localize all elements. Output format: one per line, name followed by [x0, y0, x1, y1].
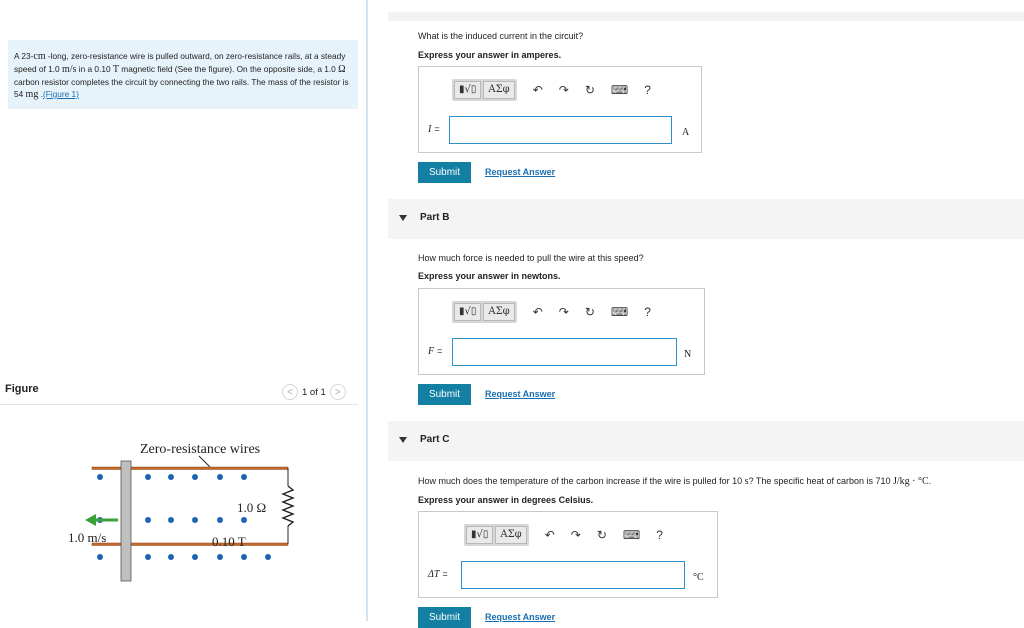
part-a-header-strip: [388, 12, 1024, 21]
part-c-submit-button[interactable]: Submit: [418, 607, 471, 628]
part-a-submit-button[interactable]: Submit: [418, 162, 471, 183]
toolbar-button-group: [452, 301, 517, 323]
reset-icon[interactable]: ↻: [584, 82, 595, 97]
part-b-question: How much force is needed to pull the wire at this speed?: [418, 253, 644, 263]
field-dot: [241, 517, 247, 523]
question-unit: J/kg · °C: [893, 476, 929, 487]
toolbar-button-group: [464, 524, 529, 546]
redo-icon[interactable]: ↷: [558, 304, 569, 319]
equals-sign: =: [437, 346, 443, 356]
reset-icon[interactable]: ↻: [584, 304, 595, 319]
field-dot: [241, 554, 247, 560]
figure-heading: Figure: [5, 383, 39, 395]
velocity-arrowhead: [85, 514, 96, 526]
field-label: 0.10 T: [212, 534, 246, 549]
undo-icon[interactable]: ↶: [532, 304, 543, 319]
part-c-question: [418, 476, 931, 487]
problem-unit: T: [112, 64, 119, 75]
question-text: ? The specific heat of carbon is 710: [748, 476, 893, 486]
sliding-wire: [121, 461, 131, 581]
part-c-header[interactable]: [388, 421, 1024, 461]
figure-page-count: 1 of 1: [302, 386, 326, 398]
undo-icon[interactable]: ↶: [544, 527, 555, 542]
problem-text: magnetic field (See the figure). On the opposite side, a 1.0: [119, 64, 339, 74]
field-dot: [192, 474, 198, 480]
figure-link[interactable]: (Figure 1): [42, 89, 79, 99]
keyboard-icon[interactable]: ⌨: [610, 82, 629, 97]
force-answer-input[interactable]: [452, 338, 677, 366]
collapse-arrow-icon: [399, 215, 407, 221]
part-b-instruction: Express your answer in newtons.: [418, 271, 561, 281]
field-dot: [192, 554, 198, 560]
next-figure-button[interactable]: >: [330, 384, 346, 400]
field-dot: [145, 554, 151, 560]
templates-button[interactable]: ▮√▯: [454, 303, 481, 321]
field-dot: [192, 517, 198, 523]
math-toolbar: [452, 77, 651, 102]
figure-divider: [0, 404, 358, 405]
wires-label: Zero-resistance wires: [140, 442, 261, 457]
resistor-label: 1.0 Ω: [237, 500, 267, 515]
problem-text: A 23-: [14, 51, 34, 61]
redo-icon[interactable]: ↷: [570, 527, 581, 542]
answer-variable: [428, 569, 448, 580]
right-panel: [370, 0, 1024, 621]
field-dot: [97, 554, 103, 560]
templates-button[interactable]: ▮√▯: [466, 526, 493, 544]
part-c-request-answer-link[interactable]: Request Answer: [485, 612, 556, 622]
problem-text: -long, zero-resistance wire is pulled outward, on zero-resistance rails, at a steady speed of 1.0: [14, 51, 346, 74]
field-dot: [217, 474, 223, 480]
greek-symbols-button[interactable]: ΑΣφ: [483, 303, 514, 321]
part-a-question: What is the induced current in the circuit?: [418, 31, 584, 41]
temperature-answer-input[interactable]: [461, 561, 685, 589]
variable-symbol: ΔT: [428, 569, 440, 580]
part-c-instruction: Express your answer in degrees Celsius.: [418, 495, 594, 505]
field-dot: [168, 517, 174, 523]
wires-label-pointer: [199, 456, 210, 467]
part-b-submit-button[interactable]: Submit: [418, 384, 471, 405]
redo-icon[interactable]: ↷: [558, 82, 569, 97]
equals-sign: =: [442, 569, 448, 579]
part-b-title: Part B: [420, 212, 450, 223]
help-icon[interactable]: ?: [656, 527, 663, 542]
field-dot: [168, 554, 174, 560]
variable-symbol: F: [428, 346, 435, 357]
answer-unit: N: [684, 349, 692, 360]
part-a-request-answer-link[interactable]: Request Answer: [485, 167, 556, 177]
equals-sign: =: [434, 124, 440, 134]
answer-variable: [428, 346, 442, 357]
keyboard-icon[interactable]: ⌨: [610, 304, 629, 319]
field-dot: [145, 474, 151, 480]
field-dot: [97, 474, 103, 480]
greek-symbols-button[interactable]: ΑΣφ: [495, 526, 526, 544]
math-toolbar: [464, 522, 663, 547]
current-answer-input[interactable]: [449, 116, 672, 144]
figure-pager: [282, 383, 346, 401]
part-b-header[interactable]: [388, 199, 1024, 239]
field-dot: [145, 517, 151, 523]
field-dot: [217, 517, 223, 523]
problem-unit: cm: [33, 51, 46, 62]
question-text: .: [928, 476, 932, 486]
field-dot: [265, 554, 271, 560]
math-toolbar: [452, 299, 651, 324]
answer-unit: A: [682, 127, 690, 138]
templates-button[interactable]: ▮√▯: [454, 81, 481, 99]
question-text: How much does the temperature of the carbon increase if the wire is pulled for 10: [418, 476, 745, 486]
part-a-instruction: Express your answer in amperes.: [418, 50, 562, 60]
problem-unit: mg: [25, 89, 39, 100]
greek-symbols-button[interactable]: ΑΣφ: [483, 81, 514, 99]
answer-variable: [428, 124, 440, 135]
resistor: [283, 486, 293, 526]
help-icon[interactable]: ?: [644, 82, 651, 97]
part-a-answer-box: [418, 66, 702, 153]
part-c-title: Part C: [420, 434, 450, 445]
reset-icon[interactable]: ↻: [596, 527, 607, 542]
help-icon[interactable]: ?: [644, 304, 651, 319]
undo-icon[interactable]: ↶: [532, 82, 543, 97]
toolbar-button-group: [452, 79, 517, 101]
part-c-answer-box: [418, 511, 718, 598]
collapse-arrow-icon: [399, 437, 407, 443]
problem-unit: Ω: [338, 64, 346, 75]
problem-text: in a 0.10: [76, 64, 113, 74]
field-dot: [241, 474, 247, 480]
part-b-request-answer-link[interactable]: Request Answer: [485, 389, 556, 399]
question-unit: s: [744, 476, 749, 487]
variable-symbol: I: [428, 124, 432, 135]
prev-figure-button[interactable]: <: [282, 384, 298, 400]
part-b-answer-box: [418, 288, 705, 375]
problem-text: .: [38, 89, 43, 99]
field-dot: [168, 474, 174, 480]
keyboard-icon[interactable]: ⌨: [622, 527, 641, 542]
left-panel: [0, 0, 368, 621]
speed-label: 1.0 m/s: [68, 530, 107, 545]
problem-statement: [8, 40, 358, 109]
field-dot: [217, 554, 223, 560]
answer-unit: °C: [693, 572, 704, 583]
problem-unit: m/s: [61, 64, 77, 75]
problem-text: carbon resistor completes the circuit by connecting the two rails. The mass of the resistor is 54: [14, 77, 349, 99]
circuit-figure: [60, 436, 310, 591]
